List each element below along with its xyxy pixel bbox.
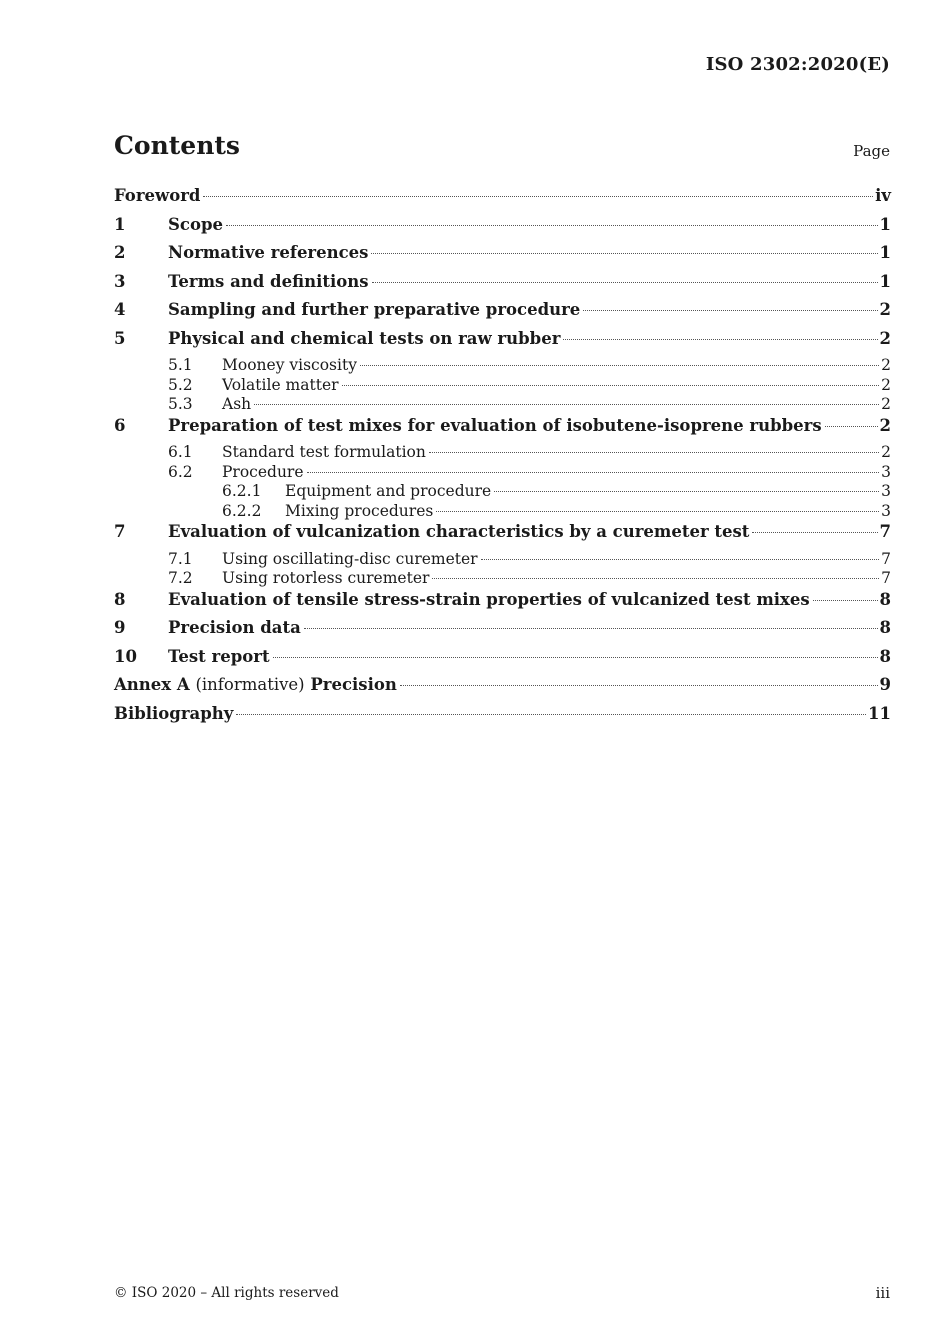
toc-entry-page: 1 — [879, 214, 891, 234]
toc-entry-title: Test report — [168, 646, 270, 666]
toc-entry-page: 2 — [881, 395, 891, 413]
dot-leader — [494, 491, 879, 492]
toc-bibliography-entry[interactable] — [114, 703, 891, 732]
toc-entry-page: 2 — [881, 356, 891, 374]
toc-entry-title: Evaluation of vulcanization characteristics by a curemeter test — [168, 522, 750, 541]
toc-entry[interactable] — [114, 550, 891, 570]
toc-entry[interactable] — [114, 646, 891, 675]
toc-entry-number: 3 — [114, 271, 126, 291]
toc-entry-title: Physical and chemical tests on raw rubber — [168, 328, 561, 348]
dot-leader — [813, 600, 878, 601]
dot-leader — [307, 472, 880, 473]
toc-entry-number: 6 — [114, 415, 126, 435]
toc-annex-entry[interactable] — [114, 674, 891, 703]
annex-type: (informative) — [195, 675, 305, 694]
page-column-label: Page — [853, 142, 890, 160]
toc-entry-title: Standard test formulation — [222, 443, 426, 461]
toc-entry[interactable] — [114, 415, 891, 444]
dot-leader — [563, 339, 877, 340]
toc-entry-page: 11 — [868, 703, 891, 723]
toc-entry[interactable] — [114, 617, 891, 646]
toc-entry-title: Mixing procedures — [285, 501, 434, 520]
dot-leader — [429, 452, 879, 453]
toc-entry-page: 1 — [879, 243, 891, 262]
toc-entry[interactable] — [114, 521, 891, 550]
toc-entry-title: Normative references — [168, 243, 369, 262]
toc-entry-number: 7 — [114, 522, 126, 541]
toc-entry-number: 7.1 — [168, 549, 193, 568]
toc-entry-number: 5.3 — [168, 395, 193, 413]
toc-entry-page: 8 — [879, 646, 891, 666]
toc-entry-number: 6.2.1 — [222, 482, 262, 500]
toc-entry-title: Procedure — [222, 462, 304, 481]
dot-leader — [372, 282, 878, 283]
toc-entry-page: 3 — [881, 482, 891, 500]
toc-entry-number: 5 — [114, 328, 126, 348]
toc-entry-number: 6.1 — [168, 443, 193, 461]
toc-entry-number: 10 — [114, 646, 137, 666]
dot-leader — [226, 225, 878, 226]
dot-leader — [400, 685, 878, 686]
dot-leader — [481, 559, 880, 560]
toc-entry-title: Foreword — [114, 186, 201, 205]
toc-entry[interactable] — [114, 185, 891, 214]
toc-entry-page: 2 — [879, 415, 891, 435]
toc-entry-title: Evaluation of tensile stress-strain properties of vulcanized test mixes — [168, 589, 810, 609]
dot-leader — [273, 657, 878, 658]
annex-title: Precision — [310, 675, 397, 694]
toc-entry[interactable] — [114, 443, 891, 463]
page-number: iii — [875, 1284, 890, 1302]
toc-entry-page: 2 — [881, 375, 891, 394]
toc-entry[interactable] — [114, 482, 891, 502]
toc-entry-title: Equipment and procedure — [285, 482, 492, 500]
toc-entry-page: 3 — [881, 501, 891, 520]
document-identifier: ISO 2302:2020(E) — [705, 54, 890, 75]
toc-entry-page: 8 — [879, 618, 891, 637]
toc-entry[interactable] — [114, 214, 891, 243]
toc-entry-page: iv — [875, 186, 891, 205]
toc-entry-page: 3 — [881, 462, 891, 481]
toc-entry-number: 2 — [114, 243, 126, 262]
dot-leader — [432, 578, 879, 579]
toc-entry-title: Volatile matter — [222, 375, 339, 394]
toc-entry-page: 7 — [881, 549, 891, 568]
page-title: Contents — [114, 131, 241, 160]
toc-entry-title: Scope — [168, 214, 224, 234]
toc-entry[interactable] — [114, 589, 891, 618]
toc-entry-title: Ash — [222, 395, 252, 413]
toc-entry-number: 4 — [114, 300, 126, 319]
toc-entry[interactable] — [114, 502, 891, 522]
toc-entry-title: Preparation of test mixes for evaluation of isobutene-isoprene rubbers — [168, 415, 822, 435]
toc-entry[interactable] — [114, 271, 891, 300]
dot-leader — [203, 196, 873, 197]
toc-entry[interactable] — [114, 356, 891, 376]
toc-entry-page: 7 — [881, 569, 891, 587]
toc-entry[interactable] — [114, 569, 891, 589]
toc-entry[interactable] — [114, 299, 891, 328]
copyright-notice: © ISO 2020 – All rights reserved — [114, 1285, 339, 1301]
toc-entry[interactable] — [114, 463, 891, 483]
dot-leader — [254, 404, 879, 405]
toc-entry-number: 6.2 — [168, 462, 193, 481]
toc-entry-title: Sampling and further preparative procedure — [168, 300, 581, 319]
dot-leader — [752, 532, 877, 533]
toc-entry-page: 8 — [879, 589, 891, 609]
toc-entry-title: Terms and definitions — [168, 271, 369, 291]
toc-entry[interactable] — [114, 242, 891, 271]
dot-leader — [371, 253, 877, 254]
toc-entry-title: Mooney viscosity — [222, 356, 357, 374]
toc-entry-page: 2 — [879, 328, 891, 348]
toc-entry-title — [114, 674, 397, 696]
dot-leader — [342, 385, 880, 386]
toc-entry[interactable] — [114, 328, 891, 357]
toc-entry-number: 8 — [114, 589, 126, 609]
toc-entry-number: 5.2 — [168, 375, 193, 394]
toc-entry-title: Precision data — [168, 618, 301, 637]
table-of-contents — [114, 185, 891, 731]
dot-leader — [236, 714, 866, 715]
toc-entry-number: 1 — [114, 214, 126, 234]
toc-entry-number: 6.2.2 — [222, 501, 262, 520]
dot-leader — [436, 511, 879, 512]
toc-entry-page: 9 — [879, 675, 891, 694]
toc-entry-number: 9 — [114, 618, 126, 637]
toc-entry-title: Using rotorless curemeter — [222, 569, 430, 587]
toc-entry-page: 2 — [879, 300, 891, 319]
dot-leader — [304, 628, 878, 629]
toc-entry-page: 7 — [879, 522, 891, 541]
toc-entry-page: 1 — [879, 271, 891, 291]
toc-entry-title: Bibliography — [114, 703, 234, 723]
toc-entry[interactable] — [114, 376, 891, 396]
toc-entry-title: Using oscillating-disc curemeter — [222, 549, 478, 568]
dot-leader — [360, 365, 879, 366]
toc-entry[interactable] — [114, 395, 891, 415]
toc-entry-number: 5.1 — [168, 356, 193, 374]
annex-label: Annex A — [114, 675, 190, 694]
dot-leader — [825, 426, 878, 427]
toc-entry-page: 2 — [881, 443, 891, 461]
dot-leader — [583, 310, 877, 311]
toc-entry-number: 7.2 — [168, 569, 193, 587]
